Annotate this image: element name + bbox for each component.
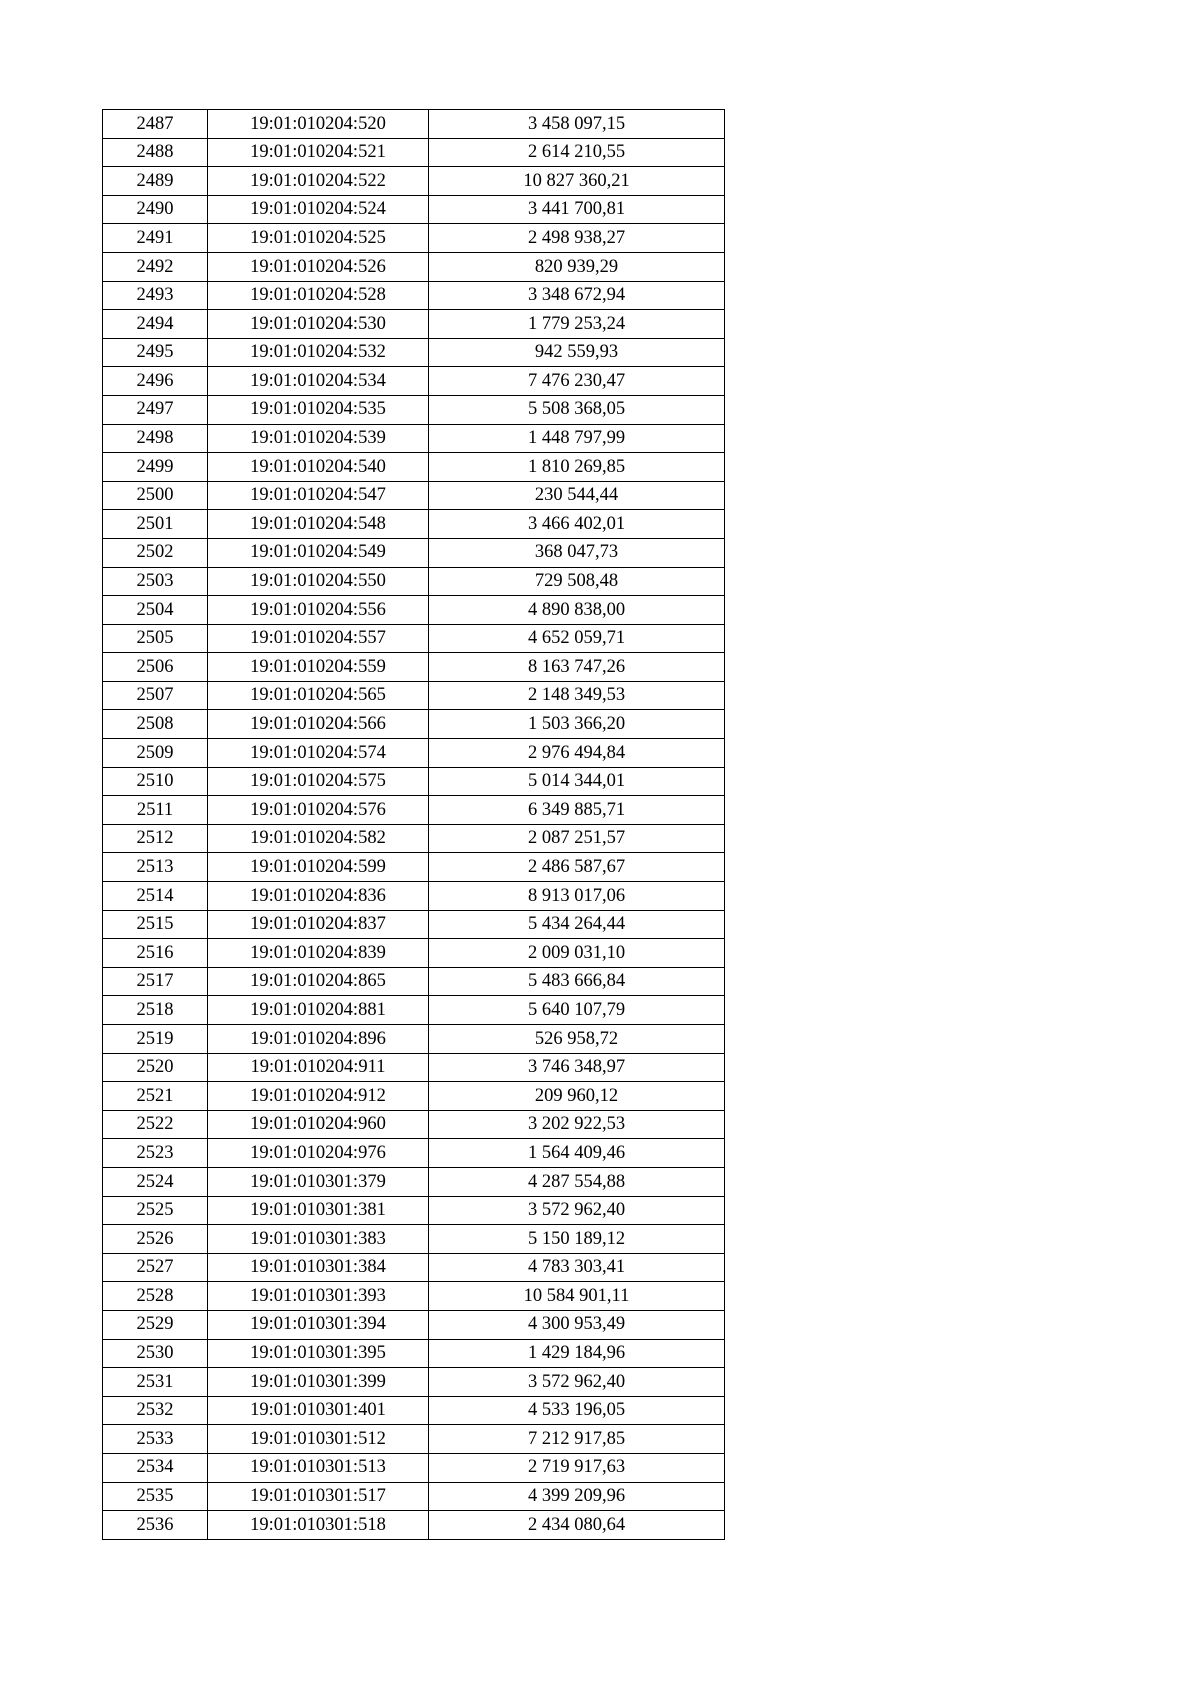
table-row: [103, 224, 725, 253]
table-row: [103, 1196, 725, 1225]
cadastral-number-cell: 19:01:010204:524: [208, 195, 429, 224]
table-row: [103, 1139, 725, 1168]
table-row: [103, 1453, 725, 1482]
row-number-cell: 2493: [103, 281, 208, 310]
table-row: [103, 252, 725, 281]
row-number-cell: 2516: [103, 939, 208, 968]
cadastral-value-cell: 1 779 253,24: [429, 310, 725, 339]
cadastral-number-cell: 19:01:010301:401: [208, 1396, 429, 1425]
table-row: [103, 681, 725, 710]
row-number-cell: 2496: [103, 367, 208, 396]
cadastral-number-cell: 19:01:010204:548: [208, 510, 429, 539]
cadastral-number-cell: 19:01:010204:881: [208, 996, 429, 1025]
table-row: [103, 1253, 725, 1282]
cadastral-value-cell: 2 976 494,84: [429, 739, 725, 768]
cadastral-number-cell: 19:01:010301:512: [208, 1425, 429, 1454]
row-number-cell: 2517: [103, 967, 208, 996]
cadastral-value-cell: 4 652 059,71: [429, 624, 725, 653]
cadastral-value-cell: 4 287 554,88: [429, 1167, 725, 1196]
cadastral-value-cell: 3 202 922,53: [429, 1110, 725, 1139]
cadastral-number-cell: 19:01:010204:522: [208, 167, 429, 196]
cadastral-value-cell: 942 559,93: [429, 338, 725, 367]
row-number-cell: 2506: [103, 653, 208, 682]
cadastral-number-cell: 19:01:010204:896: [208, 1025, 429, 1054]
cadastral-number-cell: 19:01:010204:557: [208, 624, 429, 653]
cadastral-value-cell: 2 148 349,53: [429, 681, 725, 710]
row-number-cell: 2520: [103, 1053, 208, 1082]
cadastral-number-cell: 19:01:010204:521: [208, 138, 429, 167]
table-row: [103, 939, 725, 968]
cadastral-number-cell: 19:01:010204:535: [208, 395, 429, 424]
cadastral-number-cell: 19:01:010204:836: [208, 882, 429, 911]
table-row: [103, 1310, 725, 1339]
table-row: [103, 1225, 725, 1254]
table-row: [103, 653, 725, 682]
row-number-cell: 2509: [103, 739, 208, 768]
table-row: [103, 882, 725, 911]
table-row: [103, 1368, 725, 1397]
cadastral-number-cell: 19:01:010301:517: [208, 1482, 429, 1511]
row-number-cell: 2514: [103, 882, 208, 911]
table-row: [103, 110, 725, 139]
row-number-cell: 2499: [103, 453, 208, 482]
cadastral-value-cell: 230 544,44: [429, 481, 725, 510]
cadastral-value-cell: 5 434 264,44: [429, 910, 725, 939]
row-number-cell: 2502: [103, 538, 208, 567]
table-row: [103, 1396, 725, 1425]
cadastral-value-cell: 1 448 797,99: [429, 424, 725, 453]
table-row: [103, 1082, 725, 1111]
row-number-cell: 2531: [103, 1368, 208, 1397]
table-row: [103, 824, 725, 853]
cadastral-number-cell: 19:01:010204:976: [208, 1139, 429, 1168]
cadastral-value-cell: 2 009 031,10: [429, 939, 725, 968]
cadastral-value-cell: 4 300 953,49: [429, 1310, 725, 1339]
row-number-cell: 2529: [103, 1310, 208, 1339]
table-row: [103, 710, 725, 739]
row-number-cell: 2536: [103, 1511, 208, 1540]
table-row: [103, 395, 725, 424]
row-number-cell: 2526: [103, 1225, 208, 1254]
row-number-cell: 2498: [103, 424, 208, 453]
table-row: [103, 367, 725, 396]
cadastral-value-cell: 4 399 209,96: [429, 1482, 725, 1511]
table-row: [103, 481, 725, 510]
cadastral-value-cell: 10 827 360,21: [429, 167, 725, 196]
cadastral-value-cell: 3 572 962,40: [429, 1196, 725, 1225]
row-number-cell: 2501: [103, 510, 208, 539]
cadastral-number-cell: 19:01:010301:379: [208, 1167, 429, 1196]
table-row: [103, 538, 725, 567]
cadastral-value-cell: 4 533 196,05: [429, 1396, 725, 1425]
table-row: [103, 596, 725, 625]
table-row: [103, 910, 725, 939]
row-number-cell: 2522: [103, 1110, 208, 1139]
table-row: [103, 739, 725, 768]
cadastral-number-cell: 19:01:010204:582: [208, 824, 429, 853]
row-number-cell: 2515: [103, 910, 208, 939]
table-row: [103, 967, 725, 996]
cadastral-value-cell: 729 508,48: [429, 567, 725, 596]
cadastral-value-cell: 3 746 348,97: [429, 1053, 725, 1082]
cadastral-value-cell: 10 584 901,11: [429, 1282, 725, 1311]
table-row: [103, 1025, 725, 1054]
row-number-cell: 2519: [103, 1025, 208, 1054]
cadastral-value-table: [102, 109, 725, 1540]
row-number-cell: 2523: [103, 1139, 208, 1168]
cadastral-value-cell: 4 890 838,00: [429, 596, 725, 625]
cadastral-number-cell: 19:01:010204:526: [208, 252, 429, 281]
row-number-cell: 2524: [103, 1167, 208, 1196]
cadastral-value-cell: 5 508 368,05: [429, 395, 725, 424]
row-number-cell: 2535: [103, 1482, 208, 1511]
cadastral-number-cell: 19:01:010204:865: [208, 967, 429, 996]
cadastral-number-cell: 19:01:010301:383: [208, 1225, 429, 1254]
cadastral-number-cell: 19:01:010204:574: [208, 739, 429, 768]
row-number-cell: 2513: [103, 853, 208, 882]
cadastral-number-cell: 19:01:010204:556: [208, 596, 429, 625]
cadastral-number-cell: 19:01:010301:381: [208, 1196, 429, 1225]
cadastral-number-cell: 19:01:010301:518: [208, 1511, 429, 1540]
table-row: [103, 996, 725, 1025]
cadastral-value-cell: 820 939,29: [429, 252, 725, 281]
cadastral-number-cell: 19:01:010204:528: [208, 281, 429, 310]
cadastral-value-cell: 6 349 885,71: [429, 796, 725, 825]
cadastral-number-cell: 19:01:010204:530: [208, 310, 429, 339]
cadastral-value-cell: 3 466 402,01: [429, 510, 725, 539]
table-row: [103, 1053, 725, 1082]
table-row: [103, 424, 725, 453]
table-row: [103, 195, 725, 224]
cadastral-value-cell: 5 640 107,79: [429, 996, 725, 1025]
table-row: [103, 1110, 725, 1139]
cadastral-value-cell: 2 719 917,63: [429, 1453, 725, 1482]
cadastral-value-cell: 1 810 269,85: [429, 453, 725, 482]
row-number-cell: 2488: [103, 138, 208, 167]
cadastral-number-cell: 19:01:010204:960: [208, 1110, 429, 1139]
row-number-cell: 2525: [103, 1196, 208, 1225]
table-row: [103, 1482, 725, 1511]
table-row: [103, 853, 725, 882]
row-number-cell: 2505: [103, 624, 208, 653]
cadastral-value-cell: 1 429 184,96: [429, 1339, 725, 1368]
table-row: [103, 567, 725, 596]
cadastral-number-cell: 19:01:010204:911: [208, 1053, 429, 1082]
cadastral-number-cell: 19:01:010204:540: [208, 453, 429, 482]
row-number-cell: 2511: [103, 796, 208, 825]
cadastral-value-cell: 1 564 409,46: [429, 1139, 725, 1168]
cadastral-value-cell: 5 014 344,01: [429, 767, 725, 796]
cadastral-value-cell: 2 434 080,64: [429, 1511, 725, 1540]
row-number-cell: 2500: [103, 481, 208, 510]
row-number-cell: 2527: [103, 1253, 208, 1282]
cadastral-number-cell: 19:01:010204:549: [208, 538, 429, 567]
cadastral-number-cell: 19:01:010301:384: [208, 1253, 429, 1282]
cadastral-number-cell: 19:01:010204:539: [208, 424, 429, 453]
cadastral-value-cell: 3 458 097,15: [429, 110, 725, 139]
cadastral-number-cell: 19:01:010204:534: [208, 367, 429, 396]
row-number-cell: 2487: [103, 110, 208, 139]
row-number-cell: 2510: [103, 767, 208, 796]
row-number-cell: 2521: [103, 1082, 208, 1111]
cadastral-value-cell: 2 498 938,27: [429, 224, 725, 253]
cadastral-number-cell: 19:01:010204:520: [208, 110, 429, 139]
cadastral-value-cell: 2 486 587,67: [429, 853, 725, 882]
cadastral-value-cell: 4 783 303,41: [429, 1253, 725, 1282]
table-row: [103, 1425, 725, 1454]
table-row: [103, 1339, 725, 1368]
cadastral-value-cell: 3 572 962,40: [429, 1368, 725, 1397]
table-row: [103, 624, 725, 653]
row-number-cell: 2495: [103, 338, 208, 367]
cadastral-number-cell: 19:01:010204:547: [208, 481, 429, 510]
cadastral-number-cell: 19:01:010301:393: [208, 1282, 429, 1311]
table-row: [103, 767, 725, 796]
cadastral-number-cell: 19:01:010204:912: [208, 1082, 429, 1111]
cadastral-value-cell: 3 441 700,81: [429, 195, 725, 224]
row-number-cell: 2530: [103, 1339, 208, 1368]
row-number-cell: 2497: [103, 395, 208, 424]
cadastral-number-cell: 19:01:010204:550: [208, 567, 429, 596]
cadastral-value-cell: 7 212 917,85: [429, 1425, 725, 1454]
table-row: [103, 453, 725, 482]
cadastral-number-cell: 19:01:010204:565: [208, 681, 429, 710]
row-number-cell: 2533: [103, 1425, 208, 1454]
cadastral-value-cell: 7 476 230,47: [429, 367, 725, 396]
cadastral-number-cell: 19:01:010301:395: [208, 1339, 429, 1368]
row-number-cell: 2504: [103, 596, 208, 625]
cadastral-number-cell: 19:01:010301:399: [208, 1368, 429, 1397]
cadastral-number-cell: 19:01:010204:525: [208, 224, 429, 253]
row-number-cell: 2512: [103, 824, 208, 853]
row-number-cell: 2508: [103, 710, 208, 739]
row-number-cell: 2534: [103, 1453, 208, 1482]
row-number-cell: 2489: [103, 167, 208, 196]
table-row: [103, 510, 725, 539]
cadastral-number-cell: 19:01:010301:513: [208, 1453, 429, 1482]
table-row: [103, 338, 725, 367]
cadastral-number-cell: 19:01:010204:599: [208, 853, 429, 882]
row-number-cell: 2528: [103, 1282, 208, 1311]
row-number-cell: 2491: [103, 224, 208, 253]
table-row: [103, 310, 725, 339]
cadastral-number-cell: 19:01:010204:837: [208, 910, 429, 939]
cadastral-number-cell: 19:01:010204:839: [208, 939, 429, 968]
row-number-cell: 2503: [103, 567, 208, 596]
cadastral-number-cell: 19:01:010204:576: [208, 796, 429, 825]
table-row: [103, 1167, 725, 1196]
table-row: [103, 167, 725, 196]
row-number-cell: 2492: [103, 252, 208, 281]
row-number-cell: 2518: [103, 996, 208, 1025]
cadastral-value-cell: 8 913 017,06: [429, 882, 725, 911]
table-body: [103, 110, 725, 1540]
table-row: [103, 796, 725, 825]
cadastral-number-cell: 19:01:010204:532: [208, 338, 429, 367]
cadastral-number-cell: 19:01:010204:559: [208, 653, 429, 682]
cadastral-value-cell: 8 163 747,26: [429, 653, 725, 682]
table-row: [103, 281, 725, 310]
row-number-cell: 2532: [103, 1396, 208, 1425]
table-row: [103, 1282, 725, 1311]
cadastral-value-cell: 2 614 210,55: [429, 138, 725, 167]
cadastral-value-cell: 3 348 672,94: [429, 281, 725, 310]
cadastral-value-cell: 526 958,72: [429, 1025, 725, 1054]
row-number-cell: 2490: [103, 195, 208, 224]
row-number-cell: 2507: [103, 681, 208, 710]
cadastral-value-cell: 368 047,73: [429, 538, 725, 567]
cadastral-number-cell: 19:01:010204:566: [208, 710, 429, 739]
row-number-cell: 2494: [103, 310, 208, 339]
cadastral-value-cell: 1 503 366,20: [429, 710, 725, 739]
cadastral-value-cell: 2 087 251,57: [429, 824, 725, 853]
cadastral-number-cell: 19:01:010301:394: [208, 1310, 429, 1339]
cadastral-value-cell: 5 150 189,12: [429, 1225, 725, 1254]
cadastral-value-cell: 209 960,12: [429, 1082, 725, 1111]
table-row: [103, 138, 725, 167]
cadastral-value-cell: 5 483 666,84: [429, 967, 725, 996]
table-row: [103, 1511, 725, 1540]
cadastral-number-cell: 19:01:010204:575: [208, 767, 429, 796]
